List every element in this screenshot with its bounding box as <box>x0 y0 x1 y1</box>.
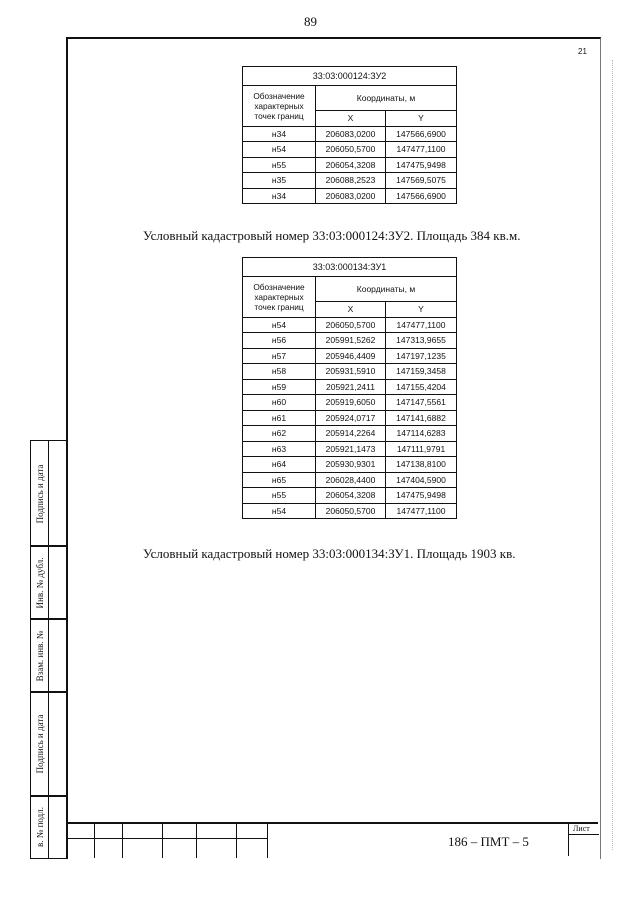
x-cell: 206054,3208 <box>316 157 386 173</box>
x-cell: 206083,0200 <box>316 126 386 142</box>
table-row <box>243 457 457 473</box>
y-cell: 147569,5075 <box>386 173 457 189</box>
y-cell: 147477,1100 <box>386 142 457 158</box>
x-cell: 205924,0717 <box>316 410 386 426</box>
point-cell: н54 <box>243 142 316 158</box>
point-cell: н58 <box>243 364 316 380</box>
table-row <box>243 157 457 173</box>
header-y: Y <box>386 111 457 127</box>
coordinates-table <box>242 66 457 204</box>
table-row <box>243 410 457 426</box>
parcel-caption: Условный кадастровый номер 33:03:000134:ЗУ1. Площадь 1903 кв. <box>143 546 516 561</box>
y-cell: 147159,3458 <box>386 364 457 380</box>
table-row <box>243 317 457 333</box>
y-cell: 147475,9498 <box>386 488 457 504</box>
y-cell: 147477,1100 <box>386 503 457 519</box>
y-cell: 147155,4204 <box>386 379 457 395</box>
table-row <box>243 472 457 488</box>
y-cell: 147141,6882 <box>386 410 457 426</box>
table-row <box>243 126 457 142</box>
x-cell: 206050,5700 <box>316 317 386 333</box>
y-cell: 147566,6900 <box>386 126 457 142</box>
y-cell: 147404,5900 <box>386 472 457 488</box>
table-row <box>243 503 457 519</box>
x-cell: 206088,2523 <box>316 173 386 189</box>
side-stamp-original-inv <box>30 795 67 859</box>
x-cell: 205991,5262 <box>316 333 386 349</box>
table-row <box>243 173 457 189</box>
side-stamp-signature-date-2 <box>30 691 67 797</box>
point-cell: н64 <box>243 457 316 473</box>
table-row <box>243 142 457 158</box>
table-row <box>243 488 457 504</box>
coordinates-table <box>242 257 457 519</box>
point-cell: н54 <box>243 503 316 519</box>
point-cell: н61 <box>243 410 316 426</box>
point-cell: н60 <box>243 395 316 411</box>
page-number: 89 <box>304 14 317 29</box>
point-cell: н54 <box>243 317 316 333</box>
y-cell: 147147,5561 <box>386 395 457 411</box>
x-cell: 205946,4409 <box>316 348 386 364</box>
side-stamp-label: Подпись и дата <box>34 464 45 523</box>
x-cell: 205919,6050 <box>316 395 386 411</box>
y-cell: 147477,1100 <box>386 317 457 333</box>
point-cell: н34 <box>243 188 316 204</box>
point-cell: н34 <box>243 126 316 142</box>
document-code: 186 – ПМТ – 5 <box>448 834 529 849</box>
x-cell: 206050,5700 <box>316 142 386 158</box>
point-cell: н65 <box>243 472 316 488</box>
table-title: 33:03:000124:ЗУ2 <box>243 67 457 86</box>
table-row <box>243 188 457 204</box>
header-x: X <box>316 302 386 318</box>
x-cell: 205931,5910 <box>316 364 386 380</box>
header-x: X <box>316 111 386 127</box>
y-cell: 147138,8100 <box>386 457 457 473</box>
x-cell: 206028,4400 <box>316 472 386 488</box>
title-block-grid <box>66 822 268 858</box>
x-cell: 206083,0200 <box>316 188 386 204</box>
sheet-label-box <box>568 822 599 856</box>
x-cell: 206054,3208 <box>316 488 386 504</box>
x-cell: 205930,9301 <box>316 457 386 473</box>
header-y: Y <box>386 302 457 318</box>
point-cell: н55 <box>243 157 316 173</box>
x-cell: 205921,2411 <box>316 379 386 395</box>
y-cell: 147313,9655 <box>386 333 457 349</box>
sheet-number: 21 <box>578 47 587 56</box>
y-cell: 147111,9791 <box>386 441 457 457</box>
table-row <box>243 441 457 457</box>
table-row <box>243 395 457 411</box>
sheet-label: Лист <box>573 824 590 833</box>
parcel-caption: Условный кадастровый номер 33:03:000124:ЗУ2. Площадь 384 кв.м. <box>143 228 521 243</box>
y-cell: 147114,6283 <box>386 426 457 442</box>
table-row <box>243 348 457 364</box>
table-title: 33:03:000134:ЗУ1 <box>243 258 457 277</box>
table-row <box>243 379 457 395</box>
point-cell: н62 <box>243 426 316 442</box>
title-block-top-line <box>268 822 598 824</box>
side-stamp-label: Инв. № дубл. <box>34 557 45 608</box>
side-stamp-signature-date <box>30 440 67 547</box>
table-row <box>243 333 457 349</box>
side-stamp-label: Подпись и дата <box>34 714 45 774</box>
side-stamp-label: Взам. инв. № <box>34 630 45 681</box>
y-cell: 147475,9498 <box>386 157 457 173</box>
point-cell: н55 <box>243 488 316 504</box>
header-coordinates: Координаты, м <box>316 277 457 302</box>
point-cell: н35 <box>243 173 316 189</box>
point-cell: н63 <box>243 441 316 457</box>
x-cell: 206050,5700 <box>316 503 386 519</box>
point-cell: н57 <box>243 348 316 364</box>
side-stamp-replacement-inv <box>30 618 67 693</box>
table-row <box>243 426 457 442</box>
header-point-designation: Обозначение характерных точек границ <box>243 86 316 127</box>
header-point-designation: Обозначение характерных точек границ <box>243 277 316 318</box>
table-row <box>243 364 457 380</box>
y-cell: 147566,6900 <box>386 188 457 204</box>
dotted-edge <box>612 60 613 850</box>
x-cell: 205914,2264 <box>316 426 386 442</box>
y-cell: 147197,1235 <box>386 348 457 364</box>
header-coordinates: Координаты, м <box>316 86 457 111</box>
point-cell: н56 <box>243 333 316 349</box>
side-stamp-label: в. № подл. <box>34 807 45 847</box>
x-cell: 205921,1473 <box>316 441 386 457</box>
point-cell: н59 <box>243 379 316 395</box>
side-stamp-duplicate-inv <box>30 545 67 620</box>
